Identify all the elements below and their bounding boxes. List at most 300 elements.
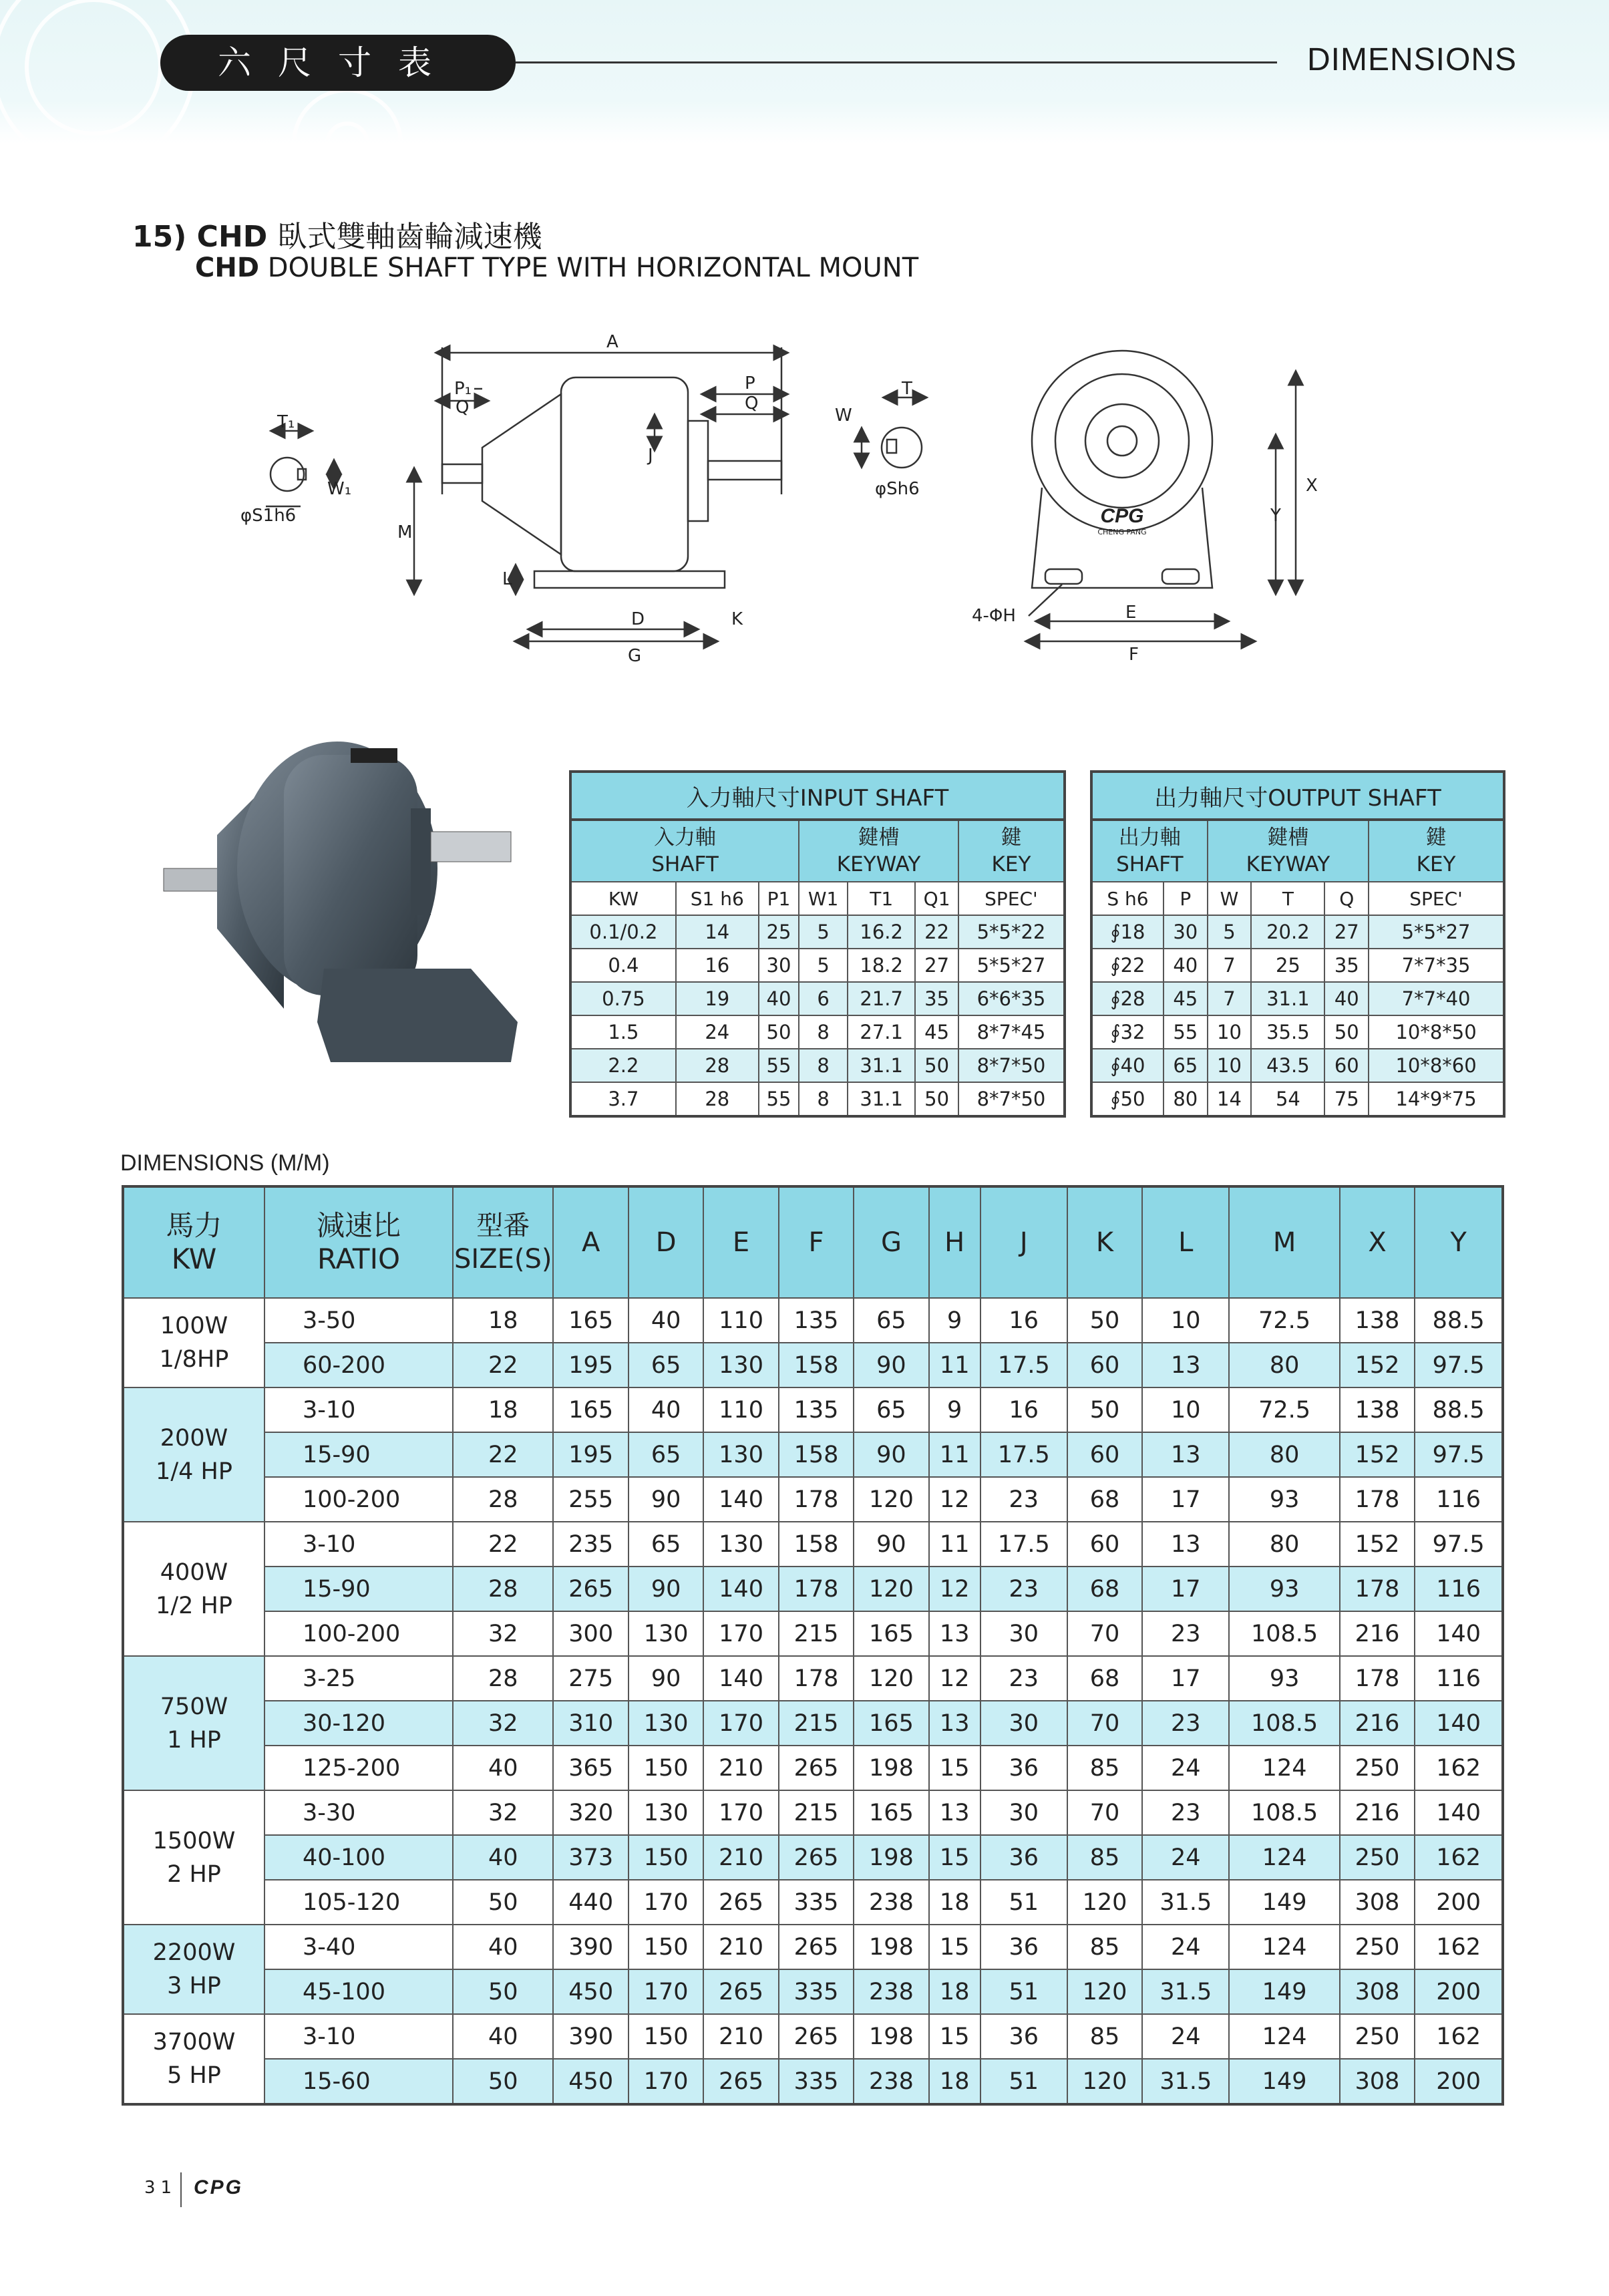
- dim-cell: 130: [629, 1790, 703, 1835]
- dim-cell: 308: [1340, 2059, 1415, 2104]
- dim-cell: 308: [1340, 1880, 1415, 1925]
- dim-cell: 265: [779, 1925, 854, 1969]
- dim-cell: 65: [629, 1522, 703, 1567]
- dim-cell: 124: [1229, 1925, 1339, 1969]
- dim-cell: 165: [854, 1611, 928, 1656]
- label-sh6: φSh6: [875, 479, 920, 499]
- dim-cell: 15: [929, 1835, 980, 1880]
- dim-cell: 198: [854, 1746, 928, 1790]
- dim-cell: 17: [1142, 1567, 1229, 1611]
- dim-cell: 17: [1142, 1656, 1229, 1701]
- output-table-row: [1091, 1015, 1504, 1049]
- dim-cell: 80: [1229, 1343, 1339, 1387]
- input-table-row: [570, 1015, 1065, 1049]
- output-table-row: [1091, 949, 1504, 982]
- dim-cell: 16: [980, 1387, 1067, 1432]
- label-h: 4-ΦH: [972, 606, 1016, 626]
- dim-cell: 265: [779, 1746, 854, 1790]
- front-housing: [1032, 351, 1212, 531]
- ratio-cell: 15-90: [264, 1567, 453, 1611]
- input-cell: 0.1/0.2: [570, 915, 676, 949]
- ratio-cell: 45-100: [264, 1969, 453, 2014]
- input-cell: 50: [915, 1082, 958, 1116]
- input-cell: 27.1: [848, 1015, 915, 1049]
- dim-cell: 90: [629, 1567, 703, 1611]
- dim-cell: 200: [1415, 1969, 1503, 2014]
- product-model: CHD: [195, 253, 260, 283]
- dimensions-row: [123, 1790, 1503, 1835]
- dim-cell: 24: [1142, 1835, 1229, 1880]
- label-p: P: [745, 373, 755, 393]
- dim-cell: 68: [1067, 1567, 1142, 1611]
- dim-cell: 17: [1142, 1477, 1229, 1522]
- dim-cell: 85: [1067, 2014, 1142, 2059]
- dim-cell: 162: [1415, 1925, 1503, 1969]
- label-q1: Q: [456, 397, 470, 418]
- dim-cell: 9: [929, 1298, 980, 1343]
- dim-cell: 116: [1415, 1477, 1503, 1522]
- dim-cell: 31.5: [1142, 1969, 1229, 2014]
- dim-cell: 215: [779, 1790, 854, 1835]
- dim-cell: 40: [629, 1387, 703, 1432]
- output-table-row: [1091, 982, 1504, 1015]
- dim-cell: 13: [1142, 1432, 1229, 1477]
- dimensions-row: [123, 2059, 1503, 2104]
- header-ratio: 減速比 RATIO: [264, 1186, 453, 1298]
- dim-cell: 13: [929, 1701, 980, 1746]
- dim-cell: 210: [703, 1925, 778, 1969]
- dim-cell: 335: [779, 1969, 854, 2014]
- dim-cell: 178: [1340, 1477, 1415, 1522]
- dimensions-row: [123, 1298, 1503, 1343]
- drawing-logo-sub: CHENG PANG: [1097, 528, 1147, 536]
- header-dim-m: M: [1229, 1186, 1339, 1298]
- output-cell: 50: [1324, 1015, 1369, 1049]
- footer-separator: [180, 2172, 182, 2207]
- size-cell: 18: [453, 1298, 553, 1343]
- size-cell: 22: [453, 1432, 553, 1477]
- size-cell: 40: [453, 1746, 553, 1790]
- size-cell: 28: [453, 1477, 553, 1522]
- ratio-cell: 3-40: [264, 1925, 453, 1969]
- dim-cell: 265: [703, 1880, 778, 1925]
- section-title-pill: 六尺寸表: [160, 35, 516, 91]
- dim-cell: 149: [1229, 1969, 1339, 2014]
- header-dim-f: F: [779, 1186, 854, 1298]
- label-f: F: [1129, 645, 1139, 665]
- dim-cell: 215: [779, 1701, 854, 1746]
- size-cell: 28: [453, 1567, 553, 1611]
- dim-cell: 120: [1067, 1880, 1142, 1925]
- dim-cell: 85: [1067, 1835, 1142, 1880]
- input-cell: 1.5: [570, 1015, 676, 1049]
- dim-cell: 12: [929, 1567, 980, 1611]
- input-cell: 5*5*22: [958, 915, 1065, 949]
- label-m: M: [397, 522, 413, 542]
- input-cell: 8*7*50: [958, 1049, 1065, 1082]
- power-kw: 3700W: [152, 2029, 236, 2056]
- dim-cell: 200: [1415, 1880, 1503, 1925]
- dim-cell: 150: [629, 2014, 703, 2059]
- input-col-header: W1: [799, 882, 848, 915]
- front-base: [1032, 488, 1212, 588]
- input-col-header: P1: [759, 882, 799, 915]
- dim-cell: 170: [703, 1701, 778, 1746]
- output-table-row: [1091, 915, 1504, 949]
- dim-cell: 165: [553, 1387, 628, 1432]
- dim-cell: 216: [1340, 1611, 1415, 1656]
- dim-cell: 50: [1067, 1387, 1142, 1432]
- dimensions-row: [123, 1387, 1503, 1432]
- dim-cell: 450: [553, 1969, 628, 2014]
- dim-cell: 18: [929, 1969, 980, 2014]
- dim-cell: 24: [1142, 1925, 1229, 1969]
- dim-cell: 31.5: [1142, 1880, 1229, 1925]
- dim-cell: 216: [1340, 1790, 1415, 1835]
- ratio-cell: 3-10: [264, 1522, 453, 1567]
- dim-cell: 152: [1340, 1432, 1415, 1477]
- dim-cell: 60: [1067, 1432, 1142, 1477]
- input-cell: 5: [799, 949, 848, 982]
- input-group-shaft: 入力軸 SHAFT: [570, 820, 799, 882]
- power-hp: 3 HP: [167, 1973, 221, 1999]
- dim-cell: 250: [1340, 1746, 1415, 1790]
- dim-cell: 198: [854, 2014, 928, 2059]
- input-group-key: 鍵 KEY: [958, 820, 1065, 882]
- product-name-en: DOUBLE SHAFT TYPE WITH HORIZONTAL MOUNT: [267, 253, 919, 283]
- output-cell: 60: [1324, 1049, 1369, 1082]
- dim-cell: 72.5: [1229, 1298, 1339, 1343]
- dim-cell: 12: [929, 1656, 980, 1701]
- size-cell: 40: [453, 1835, 553, 1880]
- input-cell: 30: [759, 949, 799, 982]
- dim-cell: 158: [779, 1432, 854, 1477]
- dimensions-heading: DIMENSIONS: [1306, 42, 1517, 77]
- dim-cell: 15: [929, 1925, 980, 1969]
- input-cell: 5: [799, 915, 848, 949]
- size-cell: 40: [453, 1925, 553, 1969]
- output-cell: ∮18: [1091, 915, 1164, 949]
- dim-cell: 198: [854, 1925, 928, 1969]
- dim-cell: 120: [1067, 1969, 1142, 2014]
- header-dim-x: X: [1340, 1186, 1415, 1298]
- dim-cell: 170: [629, 1969, 703, 2014]
- dim-cell: 24: [1142, 1746, 1229, 1790]
- dim-cell: 335: [779, 1880, 854, 1925]
- label-x: X: [1306, 476, 1318, 496]
- output-cell: 40: [1164, 949, 1208, 982]
- dim-cell: 178: [779, 1567, 854, 1611]
- dim-cell: 30: [980, 1611, 1067, 1656]
- size-cell: 28: [453, 1656, 553, 1701]
- drawing-logo: CPG: [1100, 505, 1144, 527]
- header-dim-g: G: [854, 1186, 928, 1298]
- output-cell: 10: [1208, 1049, 1252, 1082]
- dim-cell: 70: [1067, 1611, 1142, 1656]
- label-w1: W₁: [327, 479, 352, 499]
- input-cell: 22: [915, 915, 958, 949]
- dim-cell: 140: [703, 1477, 778, 1522]
- base-foot: [534, 571, 725, 588]
- dim-cell: 130: [703, 1522, 778, 1567]
- input-table-row: [570, 1049, 1065, 1082]
- dim-cell: 18: [929, 2059, 980, 2104]
- power-kw: 100W: [160, 1313, 228, 1339]
- dim-cell: 36: [980, 1746, 1067, 1790]
- label-p1: P₁: [454, 379, 472, 399]
- label-q: Q: [745, 393, 759, 414]
- input-cell: 0.4: [570, 949, 676, 982]
- size-cell: 18: [453, 1387, 553, 1432]
- dim-cell: 85: [1067, 1746, 1142, 1790]
- dim-cell: 158: [779, 1343, 854, 1387]
- dimensions-table: [122, 1185, 1504, 2106]
- product-title-en: [195, 253, 918, 283]
- ratio-cell: 3-10: [264, 2014, 453, 2059]
- output-col-header: T: [1251, 882, 1324, 915]
- ratio-cell: 15-90: [264, 1432, 453, 1477]
- header-dim-h: H: [929, 1186, 980, 1298]
- dimensions-row: [123, 1746, 1503, 1790]
- dimensions-row: [123, 1925, 1503, 1969]
- output-cell: ∮50: [1091, 1082, 1164, 1116]
- dimensions-row: [123, 1432, 1503, 1477]
- dim-cell: 17.5: [980, 1343, 1067, 1387]
- dim-cell: 65: [629, 1343, 703, 1387]
- dim-cell: 31.5: [1142, 2059, 1229, 2104]
- dimension-drawing: [240, 327, 1336, 675]
- dimensions-caption: DIMENSIONS (M/M): [120, 1150, 330, 1176]
- dim-cell: 11: [929, 1522, 980, 1567]
- input-cell: 16: [676, 949, 759, 982]
- dim-cell: 165: [854, 1701, 928, 1746]
- input-cell: 14: [676, 915, 759, 949]
- dim-cell: 11: [929, 1343, 980, 1387]
- dim-cell: 97.5: [1415, 1522, 1503, 1567]
- dim-cell: 60: [1067, 1343, 1142, 1387]
- output-cell: 55: [1164, 1015, 1208, 1049]
- dim-cell: 250: [1340, 1925, 1415, 1969]
- dim-cell: 116: [1415, 1656, 1503, 1701]
- output-cell: 65: [1164, 1049, 1208, 1082]
- header-dim-y: Y: [1415, 1186, 1503, 1298]
- power-kw: 750W: [160, 1693, 228, 1720]
- power-hp: 1/2 HP: [156, 1592, 232, 1619]
- header-dim-k: K: [1067, 1186, 1142, 1298]
- dim-cell: 152: [1340, 1522, 1415, 1567]
- dim-cell: 170: [629, 2059, 703, 2104]
- output-cell: 54: [1251, 1082, 1324, 1116]
- output-group-shaft: 出力軸 SHAFT: [1091, 820, 1208, 882]
- output-flange: [688, 421, 708, 521]
- dim-cell: 140: [1415, 1790, 1503, 1835]
- power-cell: [123, 1522, 264, 1656]
- dim-cell: 150: [629, 1746, 703, 1790]
- dim-cell: 65: [854, 1298, 928, 1343]
- dim-cell: 23: [980, 1656, 1067, 1701]
- ratio-cell: 3-30: [264, 1790, 453, 1835]
- output-cell: 10: [1208, 1015, 1252, 1049]
- input-col-header: S1 h6: [676, 882, 759, 915]
- dim-cell: 120: [854, 1567, 928, 1611]
- output-col-header: SPEC': [1369, 882, 1504, 915]
- dim-cell: 335: [779, 2059, 854, 2104]
- dim-cell: 150: [629, 1925, 703, 1969]
- dim-cell: 90: [629, 1656, 703, 1701]
- dim-cell: 195: [553, 1432, 628, 1477]
- output-cell: 75: [1324, 1082, 1369, 1116]
- dim-cell: 16: [980, 1298, 1067, 1343]
- input-cell: 6: [799, 982, 848, 1015]
- output-cell: 10*8*50: [1369, 1015, 1504, 1049]
- input-cell: 24: [676, 1015, 759, 1049]
- output-cell: 31.1: [1251, 982, 1324, 1015]
- input-cell: 27: [915, 949, 958, 982]
- footer-logo: CPG: [194, 2176, 244, 2198]
- output-table-row: [1091, 1049, 1504, 1082]
- output-cell: 5*5*27: [1369, 915, 1504, 949]
- dim-cell: 88.5: [1415, 1298, 1503, 1343]
- dim-cell: 70: [1067, 1701, 1142, 1746]
- dim-cell: 93: [1229, 1656, 1339, 1701]
- dim-cell: 30: [980, 1790, 1067, 1835]
- label-t1: T₁: [277, 412, 295, 432]
- input-cell: 50: [759, 1015, 799, 1049]
- header-dim-j: J: [980, 1186, 1067, 1298]
- header-dim-e: E: [703, 1186, 778, 1298]
- dim-cell: 68: [1067, 1477, 1142, 1522]
- header-size: 型番 SIZE(S): [453, 1186, 553, 1298]
- dim-cell: 13: [1142, 1343, 1229, 1387]
- dim-cell: 60: [1067, 1522, 1142, 1567]
- product-title-zh: [132, 212, 542, 255]
- output-table-row: [1091, 1082, 1504, 1116]
- dim-cell: 130: [629, 1701, 703, 1746]
- input-cell: 2.2: [570, 1049, 676, 1082]
- dim-cell: 108.5: [1229, 1701, 1339, 1746]
- dim-cell: 24: [1142, 2014, 1229, 2059]
- motor-cone: [482, 394, 561, 554]
- input-cell: 55: [759, 1049, 799, 1082]
- dimensions-row: [123, 1880, 1503, 1925]
- dim-cell: 10: [1142, 1298, 1229, 1343]
- dim-cell: 17.5: [980, 1432, 1067, 1477]
- dim-cell: 178: [779, 1656, 854, 1701]
- output-cell: 14: [1208, 1082, 1252, 1116]
- dim-cell: 23: [980, 1477, 1067, 1522]
- size-cell: 32: [453, 1611, 553, 1656]
- input-table-row: [570, 949, 1065, 982]
- dim-cell: 158: [779, 1522, 854, 1567]
- header-dim-d: D: [629, 1186, 703, 1298]
- dim-cell: 11: [929, 1432, 980, 1477]
- dim-cell: 23: [1142, 1611, 1229, 1656]
- dim-cell: 90: [629, 1477, 703, 1522]
- input-col-header: Q1: [915, 882, 958, 915]
- input-cell: 6*6*35: [958, 982, 1065, 1015]
- output-shaft-table: [1090, 770, 1505, 1118]
- power-kw: 1500W: [152, 1827, 236, 1854]
- dim-cell: 135: [779, 1298, 854, 1343]
- output-cell: 35.5: [1251, 1015, 1324, 1049]
- dim-cell: 13: [1142, 1522, 1229, 1567]
- dim-cell: 110: [703, 1298, 778, 1343]
- size-cell: 32: [453, 1790, 553, 1835]
- dim-cell: 178: [1340, 1567, 1415, 1611]
- dim-cell: 90: [854, 1432, 928, 1477]
- output-col-header: Q: [1324, 882, 1369, 915]
- dim-cell: 65: [854, 1387, 928, 1432]
- dim-cell: 310: [553, 1701, 628, 1746]
- input-cell: 45: [915, 1015, 958, 1049]
- dim-cell: 70: [1067, 1790, 1142, 1835]
- power-cell: [123, 1387, 264, 1522]
- dim-cell: 130: [703, 1343, 778, 1387]
- input-cell: 18.2: [848, 949, 915, 982]
- dim-cell: 235: [553, 1522, 628, 1567]
- power-cell: [123, 1790, 264, 1925]
- dim-cell: 365: [553, 1746, 628, 1790]
- dimensions-row: [123, 1567, 1503, 1611]
- input-cell: 25: [759, 915, 799, 949]
- dim-cell: 320: [553, 1790, 628, 1835]
- dim-cell: 250: [1340, 2014, 1415, 2059]
- ratio-cell: 40-100: [264, 1835, 453, 1880]
- input-shaft-table: [569, 770, 1066, 1118]
- dim-cell: 50: [1067, 1298, 1142, 1343]
- input-cell: 8: [799, 1015, 848, 1049]
- dim-cell: 23: [1142, 1701, 1229, 1746]
- dim-cell: 51: [980, 2059, 1067, 2104]
- ratio-cell: 3-25: [264, 1656, 453, 1701]
- label-t: T: [902, 379, 912, 399]
- power-hp: 2 HP: [167, 1860, 221, 1888]
- input-cell: 35: [915, 982, 958, 1015]
- input-table-caption: 入力軸尺寸INPUT SHAFT: [570, 772, 1065, 820]
- input-cell: 3.7: [570, 1082, 676, 1116]
- dim-cell: 124: [1229, 2014, 1339, 2059]
- output-cell: 7: [1208, 982, 1252, 1015]
- input-table-row: [570, 915, 1065, 949]
- ratio-cell: 3-10: [264, 1387, 453, 1432]
- dim-cell: 150: [629, 1835, 703, 1880]
- size-cell: 22: [453, 1343, 553, 1387]
- output-cell: 45: [1164, 982, 1208, 1015]
- dim-cell: 195: [553, 1343, 628, 1387]
- dim-cell: 36: [980, 1835, 1067, 1880]
- dim-cell: 440: [553, 1880, 628, 1925]
- input-col-header: T1: [848, 882, 915, 915]
- label-e: E: [1125, 603, 1137, 623]
- dim-cell: 265: [553, 1567, 628, 1611]
- dim-cell: 238: [854, 2059, 928, 2104]
- output-cell: ∮40: [1091, 1049, 1164, 1082]
- dim-cell: 13: [929, 1790, 980, 1835]
- dimensions-row: [123, 2014, 1503, 2059]
- dim-cell: 124: [1229, 1835, 1339, 1880]
- dim-cell: 120: [854, 1477, 928, 1522]
- dim-cell: 120: [854, 1656, 928, 1701]
- dim-cell: 23: [1142, 1790, 1229, 1835]
- dim-cell: 85: [1067, 1925, 1142, 1969]
- dim-cell: 162: [1415, 1835, 1503, 1880]
- input-cell: 8*7*50: [958, 1082, 1065, 1116]
- input-cell: 28: [676, 1082, 759, 1116]
- dim-cell: 152: [1340, 1343, 1415, 1387]
- output-cell: 7*7*35: [1369, 949, 1504, 982]
- dim-cell: 36: [980, 1925, 1067, 1969]
- dim-cell: 215: [779, 1611, 854, 1656]
